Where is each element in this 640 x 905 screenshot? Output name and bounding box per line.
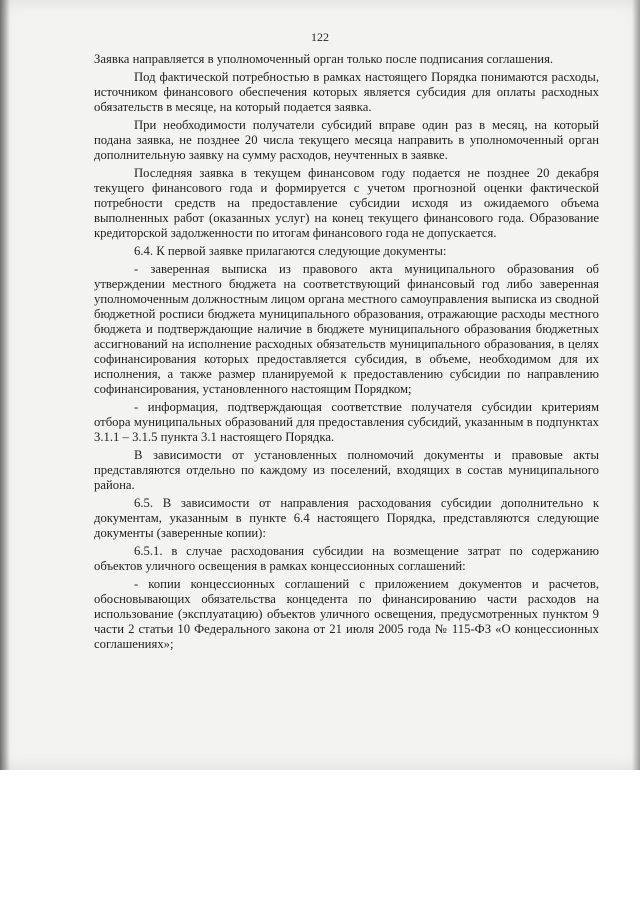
subsection-6-5-1: 6.5.1. в случае расходования субсидии на возмещение затрат по содержанию объектов уличного освещения в рамках концессионных соглашений: <box>94 544 599 573</box>
section-heading-6-4: 6.4. К первой заявке прилагаются следующие документы: <box>134 244 447 258</box>
scan-shadow-right <box>632 0 640 770</box>
page-number: 122 <box>311 30 329 44</box>
page-body <box>94 52 599 655</box>
paragraph: Последняя заявка в текущем финансовом году подается не позднее 20 декабря текущего финансового года и формируется с учетом прогнозной оценки фактической потребности средств на предоставление субсидии исходя из ожидаемого объема выполненных работ (оказанных услуг) на конец текущего финансового года. Образование кредиторской задолженности по итогам финансового года не допускается. <box>94 166 599 240</box>
list-item: - информация, подтверждающая соответствие получателя субсидии критериям отбора муниципальных образований для предоставления субсидий, указанным в подпунктах 3.1.1 – 3.1.5 пункта 3.1 настоящего Порядка. <box>94 400 599 444</box>
paragraph: Заявка направляется в уполномоченный орган только после подписания соглашения. <box>94 52 554 66</box>
paragraph: В зависимости от установленных полномочий документы и правовые акты представляются отдельно по каждому из поселений, входящих в состав муниципального района. <box>94 448 599 492</box>
section-paragraph-6-5: 6.5. В зависимости от направления расходования субсидии дополнительно к документам, указанным в пункте 6.4 настоящего Порядка, представляются следующие документы (заверенные копии): <box>94 496 599 540</box>
list-item: - заверенная выписка из правового акта муниципального образования об утверждении местного бюджета на соответствующий финансовый год либо заверенная уполномоченным должностным лицом органа местного самоуправления выписка из сводной бюджетной росписи бюджета муниципального образования, отражающие расходы местного бюджета и подтверждающие наличие в бюджете муниципального образования бюджетных ассигнований на исполнение расходных обязательств муниципального образования, в целях софинансирования которых предоставляется субсидия, в объеме, необходимом для их исполнения, а также размер планируемой к предоставлению субсидии по направлению софинансирования, установленного настоящим Порядком; <box>94 262 599 396</box>
paragraph: Под фактической потребностью в рамках настоящего Порядка понимаются расходы, источником финансового обеспечения которых является субсидия для оплаты расходных обязательств в месяце, на который подается заявка. <box>94 70 599 114</box>
paragraph: При необходимости получатели субсидий вправе один раз в месяц, на который подана заявка, не позднее 20 числа текущего месяца направить в уполномоченный орган дополнительную заявку на сумму расходов, неучтенных в заявке. <box>94 118 599 162</box>
scan-shadow-left <box>0 0 10 770</box>
list-item: - копии концессионных соглашений с приложением документов и расчетов, обосновывающих обязательства концедента по финансированию части расходов на использование (эксплуатацию) объектов уличного освещения, предусмотренных пунктом 9 части 2 статьи 10 Федерального закона от 21 июля 2005 года № 115-ФЗ «О концессионных соглашениях»; <box>94 577 599 651</box>
